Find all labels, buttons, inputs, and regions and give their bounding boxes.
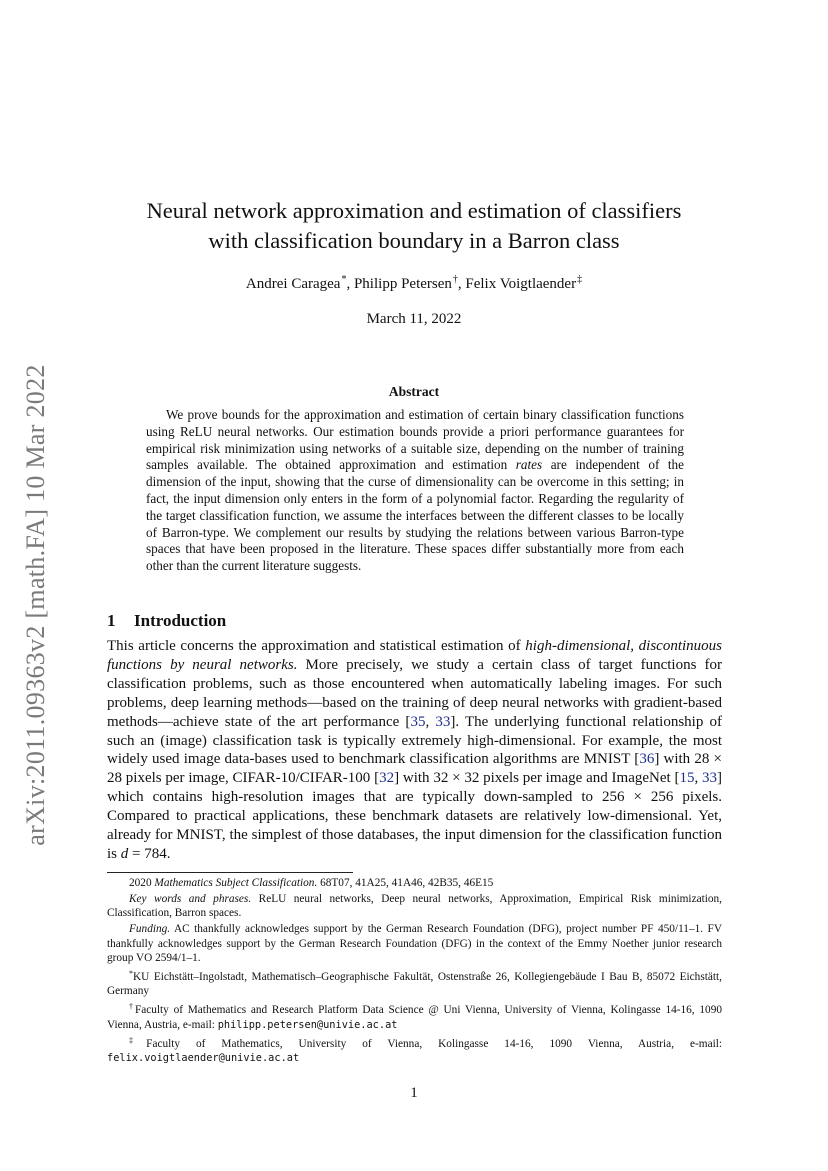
math-variable: d xyxy=(120,845,129,862)
abstract-body xyxy=(146,407,684,575)
footnote-mark: ‡ xyxy=(129,1035,147,1045)
author-mark: ‡ xyxy=(577,274,583,285)
arxiv-stamp-text: arXiv:2011.09363v2 [math.FA] 10 Mar 2022 xyxy=(21,364,50,846)
footnote-rule xyxy=(107,872,353,873)
paper-title xyxy=(100,196,728,256)
email-address[interactable]: philipp.petersen@univie.ac.at xyxy=(217,1018,398,1031)
footnote-affiliation-2 xyxy=(107,1000,722,1032)
arxiv-stamp xyxy=(18,345,54,865)
footnote-text: KU Eichstätt–Ingolstadt, Mathematisch–Geographische Fakultät, Ostenstraße 26, Kollegiengebäude I Bau B, 85072 Eichstätt, Germany xyxy=(107,970,722,998)
abstract-emphasis: rates xyxy=(515,457,543,473)
intro-text: ] which contains high-resolution images that are typically down-sampled to 256 × 256 pixels. Compared to practical applications, these benchmark datasets are relatively low-dimensional. Yet, already for MNIST, the simplest of those databases, the input dimension for the classification function is xyxy=(107,770,723,862)
title-line-2: with classification boundary in a Barron class xyxy=(208,228,620,253)
footnote-affiliation-1 xyxy=(107,967,722,999)
footnote-text: Faculty of Mathematics, University of Vienna, Kolingasse 14-16, 1090 Vienna, Austria, e-mail: xyxy=(146,1037,722,1050)
citation-link[interactable]: 35 xyxy=(410,713,426,730)
abstract-text: are independent of the dimension of the input, showing that the curse of dimensionality can be overcome in this setting; in fact, the input dimension only enters in the form of a polynomial factor. Regarding the regularity of the target classification function, we assume the interfaces between the different classes to be locally of Barron-type. We complement our results by studying the relations between various Barron-type spaces that have been proposed in the literature. These spaces differ substantially more from each other than the current literature suggests. xyxy=(146,457,684,574)
citation-link[interactable]: 36 xyxy=(639,751,655,768)
intro-text: , xyxy=(694,770,703,787)
author-mark: † xyxy=(452,274,458,285)
author-name: Felix Voigtlaender xyxy=(465,276,577,292)
footnote-text: 2020 xyxy=(129,877,155,889)
intro-text: More precisely, we study a certain class of target functions for classification problems, such as those encountered when automatically labeling images. For such problems, deep learning methods—based on the training of deep neural networks with gradient-based methods—achieve state of the art performance [ xyxy=(107,656,722,730)
page-number: 1 xyxy=(410,1085,418,1101)
footnote-keywords xyxy=(107,892,722,921)
section-heading xyxy=(107,611,226,631)
citation-link[interactable]: 32 xyxy=(379,770,395,787)
footnote-label: Funding. xyxy=(129,923,171,936)
footnote-mark: * xyxy=(129,968,133,978)
citation-link[interactable]: 33 xyxy=(435,713,451,730)
author-name: Philipp Petersen xyxy=(353,276,452,292)
footnote-affiliation-3 xyxy=(107,1034,722,1066)
author-1 xyxy=(246,276,354,292)
author-name: Andrei Caragea xyxy=(245,276,341,292)
author-mark: * xyxy=(341,274,347,285)
footnote-text: ReLU neural networks, Deep neural networks, Approximation, Empirical Risk minimization, Classification, Barron spaces. xyxy=(107,892,722,920)
title-line-1: Neural network approximation and estimation of classifiers xyxy=(146,198,682,223)
introduction-paragraph xyxy=(107,637,722,864)
intro-text: This article concerns the approximation and statistical estimation of xyxy=(107,638,526,654)
footnote-text: Faculty of Mathematics and Research Platform Data Science @ Uni Vienna, University of Vienna, Kolingasse 14-16, 1090 Vienna, Austria, e-mail: xyxy=(107,1004,722,1031)
footnote-label: Key words and phrases. xyxy=(129,892,252,905)
author-list xyxy=(100,274,728,293)
footnotes xyxy=(107,876,722,1067)
intro-text: = 784. xyxy=(128,845,171,862)
author-separator: , xyxy=(457,276,466,292)
author-separator: , xyxy=(346,276,354,292)
paper-date: March 11, 2022 xyxy=(366,311,462,327)
intro-text: ] with 32 × 32 pixels per image and ImageNet [ xyxy=(394,770,680,787)
intro-text: ]. The underlying functional relationship of such an (image) classification task is typically extremely high-dimensional. For example, the most widely used image data-bases used to benchmark classification algorithms are MNIST [ xyxy=(107,713,722,768)
footnote-msc xyxy=(107,876,722,890)
author-2 xyxy=(354,276,465,292)
intro-text: ] with 28 × 28 pixels per image, CIFAR-10/CIFAR-100 [ xyxy=(107,751,722,787)
footnote-label: Mathematics Subject Classification. xyxy=(154,877,318,889)
footnote-text: 68T07, 41A25, 41A46, 42B35, 46E15 xyxy=(317,877,494,889)
abstract-text: We prove bounds for the approximation and estimation of certain binary classification functions using ReLU neural networks. Our estimation bounds provide a priori performance guarantees for empirical risk minimization using networks of a suitable size, depending on the number of training samples available. The obtained approximation and estimation xyxy=(146,407,684,473)
abstract-heading: Abstract xyxy=(388,384,440,399)
footnote-mark: † xyxy=(129,1002,135,1012)
citation-link[interactable]: 15 xyxy=(679,770,695,787)
email-address[interactable]: felix.voigtlaender@univie.ac.at xyxy=(107,1051,300,1064)
intro-emphasis: high-dimensional, discontinuous functions by neural networks. xyxy=(107,638,723,673)
section-number: 1 xyxy=(107,611,116,630)
footnote-funding xyxy=(107,922,722,965)
citation-link[interactable]: 33 xyxy=(702,770,718,787)
intro-text: , xyxy=(425,713,436,730)
section-title: Introduction xyxy=(134,611,227,630)
author-3 xyxy=(465,276,582,292)
footnote-text: AC thankfully acknowledges support by the German Research Foundation (DFG), project number PF 450/11–1. FV thankfully acknowledges support by the German Research Foundation (DFG) in the context of the Emmy Noether junior research group VO 2594/1–1. xyxy=(107,923,722,965)
